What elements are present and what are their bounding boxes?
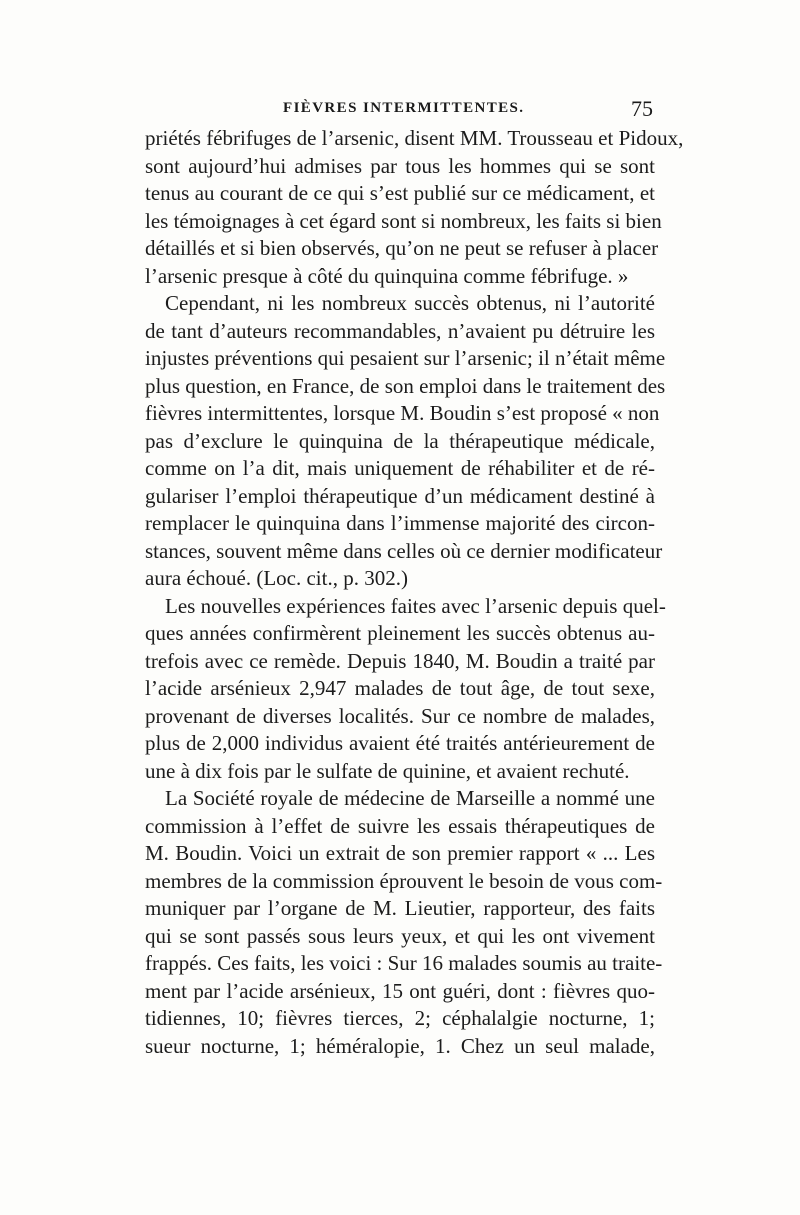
text-line: stances, souvent même dans celles où ce dernier modificateur — [145, 538, 663, 563]
text-line: M. Boudin. Voici un extrait de son premier rapport « ... Les — [145, 841, 655, 865]
text-line: une à dix fois par le sulfate de quinine, et avaient rechuté. — [145, 758, 630, 783]
page-number: 75 — [631, 96, 653, 121]
text-line: ques années confirmèrent pleinement les succès obtenus au- — [145, 621, 655, 645]
running-title: FIÈVRES INTERMITTENTES. — [283, 100, 525, 116]
text-line: priétés fébrifuges de l’arsenic, disent MM. Trousseau et Pidoux, — [145, 126, 684, 150]
text-line: tenus au courant de ce qui s’est publié sur ce médicament, et — [145, 181, 655, 205]
text-line: injustes préventions qui pesaient sur l’arsenic; il n’était même — [145, 346, 666, 370]
text-line: fièvres intermittentes, lorsque M. Boudin s’est proposé « non — [145, 401, 660, 425]
text-line: l’acide arsénieux 2,947 malades de tout âge, de tout sexe, — [145, 676, 655, 700]
text-line: de tant d’auteurs recommandables, n’avaient pu détruire les — [145, 318, 655, 343]
text-line: provenant de diverses localités. Sur ce nombre de malades, — [145, 703, 655, 728]
text-line: détaillés et si bien observés, qu’on ne peut se refuser à placer — [145, 236, 659, 260]
text-line: sueur nocturne, 1; héméralopie, 1. Chez un seul malade, — [145, 1033, 655, 1058]
text-line: La Société royale de médecine de Marseille a nommé une — [165, 786, 655, 810]
text-line: comme on l’a dit, mais uniquement de réhabiliter et de ré- — [145, 456, 655, 480]
text-line: Cependant, ni les nombreux succès obtenus, ni l’autorité — [165, 291, 655, 315]
text-line: ment par l’acide arsénieux, 15 ont guéri, dont : fièvres quo- — [145, 978, 655, 1003]
text-line: plus de 2,000 individus avaient été traités antérieurement de — [145, 731, 655, 755]
text-line: frappés. Ces faits, les voici : Sur 16 malades soumis au traite- — [145, 951, 663, 975]
text-line: sont aujourd’hui admises par tous les hommes qui se sont — [145, 153, 655, 178]
running-head — [145, 96, 655, 126]
text-line: gulariser l’emploi thérapeutique d’un médicament destiné à — [145, 483, 655, 508]
text-line: tidiennes, 10; fièvres tierces, 2; céphalalgie nocturne, 1; — [145, 1006, 655, 1030]
text-line: plus question, en France, de son emploi dans le traitement des — [145, 373, 666, 398]
text-line: l’arsenic presque à côté du quinquina comme fébrifuge. » — [145, 263, 629, 288]
text-line: remplacer le quinquina dans l’immense majorité des circon- — [145, 511, 655, 535]
text-line: commission à l’effet de suivre les essais thérapeutiques de — [145, 813, 655, 838]
text-line: Les nouvelles expériences faites avec l’arsenic depuis quel- — [165, 593, 666, 618]
body-text — [145, 125, 684, 1060]
text-line: qui se sont passés sous leurs yeux, et qui les ont vivement — [145, 923, 655, 948]
text-line: aura échoué. (Loc. cit., p. 302.) — [145, 566, 408, 590]
text-line: pas d’exclure le quinquina de la thérapeutique médicale, — [145, 428, 655, 453]
text-line: muniquer par l’organe de M. Lieutier, rapporteur, des faits — [145, 896, 655, 920]
text-line: membres de la commission éprouvent le besoin de vous com- — [145, 868, 663, 893]
text-line: les témoignages à cet égard sont si nombreux, les faits si bien — [145, 208, 662, 233]
text-line: trefois avec ce remède. Depuis 1840, M. Boudin a traité par — [145, 648, 655, 673]
